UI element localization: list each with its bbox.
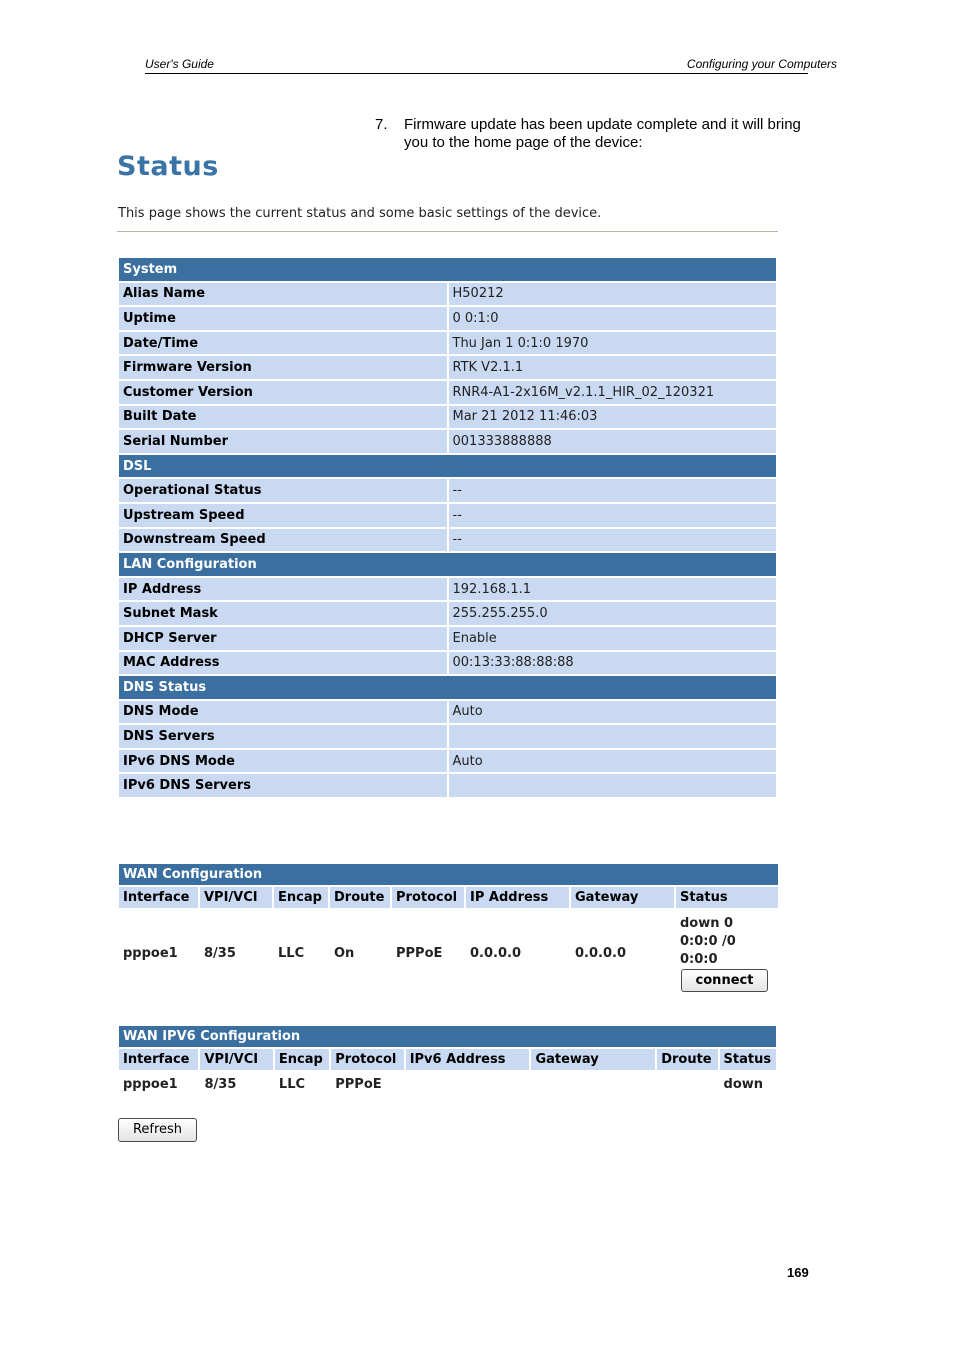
page-title: Status bbox=[117, 151, 219, 182]
wan6-col-vpi-vci: VPI/VCI bbox=[200, 1049, 272, 1070]
system-section-header: System bbox=[119, 258, 776, 281]
wan6-protocol-value: PPPoE bbox=[335, 1076, 382, 1092]
date-time-value: Thu Jan 1 0:1:0 1970 bbox=[449, 332, 777, 355]
wan6-vpi-vci-value: 8/35 bbox=[204, 1076, 237, 1092]
wan-gateway-value: 0.0.0.0 bbox=[575, 945, 626, 961]
step-number: 7. bbox=[375, 116, 388, 133]
customer-version-value: RNR4-A1-2x16M_v2.1.1_HIR_02_120321 bbox=[449, 381, 777, 404]
dns-servers-label: DNS Servers bbox=[119, 725, 447, 748]
ipv6-dns-servers-value bbox=[449, 774, 777, 797]
wan6-interface-value: pppoe1 bbox=[123, 1076, 178, 1092]
wan6-status-value: down bbox=[723, 1076, 764, 1092]
downstream-speed-label: Downstream Speed bbox=[119, 529, 447, 552]
wan-col-gateway: Gateway bbox=[571, 887, 674, 908]
built-date-label: Built Date bbox=[119, 406, 447, 429]
wan-col-droute: Droute bbox=[330, 887, 390, 908]
table-row bbox=[119, 430, 776, 453]
table-row bbox=[119, 578, 776, 601]
dhcp-server-value: Enable bbox=[449, 627, 777, 650]
wan6-col-ipv6-address: IPv6 Address bbox=[406, 1049, 530, 1070]
table-row bbox=[119, 406, 776, 429]
upstream-speed-value: -- bbox=[449, 504, 777, 527]
subnet-mask-label: Subnet Mask bbox=[119, 602, 447, 625]
alias-name-value: H50212 bbox=[449, 283, 777, 306]
table-row bbox=[119, 283, 776, 306]
dns-servers-value bbox=[449, 725, 777, 748]
customer-version-label: Customer Version bbox=[119, 381, 447, 404]
page-number: 169 bbox=[787, 1265, 809, 1280]
header-rule bbox=[145, 73, 808, 74]
mac-address-label: MAC Address bbox=[119, 652, 447, 675]
wan-col-encap: Encap bbox=[274, 887, 328, 908]
table-row bbox=[119, 652, 776, 675]
section-header-row bbox=[119, 258, 776, 281]
wan-status-line-3: 0:0:0 bbox=[680, 951, 718, 967]
table-row bbox=[119, 356, 776, 379]
table-row bbox=[119, 529, 776, 552]
table-row bbox=[119, 504, 776, 527]
guide-header-right: Configuring your Computers bbox=[686, 57, 837, 71]
wan-col-vpi-vci: VPI/VCI bbox=[200, 887, 272, 908]
wan-status-line-2: 0:0:0 /0 bbox=[680, 933, 736, 949]
operational-status-label: Operational Status bbox=[119, 479, 447, 502]
wan6-col-droute: Droute bbox=[657, 1049, 717, 1070]
alias-name-label: Alias Name bbox=[119, 283, 447, 306]
downstream-speed-value: -- bbox=[449, 529, 777, 552]
wan-ipv6-section-header: WAN IPV6 Configuration bbox=[119, 1026, 776, 1047]
step-text: Firmware update has been update complete and it will bring you to the home page of the device: bbox=[404, 116, 801, 151]
ipv6-dns-mode-value: Auto bbox=[449, 750, 777, 773]
table-row bbox=[119, 774, 776, 797]
mac-address-value: 00:13:33:88:88:88 bbox=[449, 652, 777, 675]
table-row bbox=[119, 332, 776, 355]
table-row bbox=[119, 627, 776, 650]
serial-number-label: Serial Number bbox=[119, 430, 447, 453]
table-row bbox=[119, 725, 776, 748]
wan-encap-value: LLC bbox=[278, 945, 305, 961]
section-header-row bbox=[119, 864, 778, 885]
table-row bbox=[119, 307, 776, 330]
dsl-section-header: DSL bbox=[119, 455, 776, 478]
wan-col-protocol: Protocol bbox=[392, 887, 464, 908]
wan6-col-gateway: Gateway bbox=[531, 1049, 655, 1070]
uptime-value: 0 0:1:0 bbox=[449, 307, 777, 330]
wan-col-interface: Interface bbox=[119, 887, 198, 908]
dns-section-header: DNS Status bbox=[119, 676, 776, 699]
connect-button[interactable]: connect bbox=[681, 969, 768, 992]
ipv6-dns-servers-label: IPv6 DNS Servers bbox=[119, 774, 447, 797]
ip-address-value: 192.168.1.1 bbox=[449, 578, 777, 601]
wan6-col-status: Status bbox=[720, 1049, 776, 1070]
page-description: This page shows the current status and some basic settings of the device. bbox=[118, 206, 602, 221]
wan-ip-address-value: 0.0.0.0 bbox=[470, 945, 521, 961]
section-header-row bbox=[119, 553, 776, 576]
ip-address-label: IP Address bbox=[119, 578, 447, 601]
refresh-button[interactable]: Refresh bbox=[118, 1118, 197, 1142]
dhcp-server-label: DHCP Server bbox=[119, 627, 447, 650]
lan-section-header: LAN Configuration bbox=[119, 553, 776, 576]
wan-section-header: WAN Configuration bbox=[119, 864, 778, 885]
dns-mode-label: DNS Mode bbox=[119, 701, 447, 724]
wan-ipv6-configuration-table bbox=[117, 1024, 778, 1098]
section-header-row bbox=[119, 676, 776, 699]
wan-droute-value: On bbox=[334, 945, 355, 961]
table-row bbox=[119, 701, 776, 724]
firmware-version-label: Firmware Version bbox=[119, 356, 447, 379]
built-date-value: Mar 21 2012 11:46:03 bbox=[449, 406, 777, 429]
wan6-col-encap: Encap bbox=[275, 1049, 329, 1070]
wan-status-line-1: down 0 bbox=[680, 915, 734, 931]
column-header-row bbox=[119, 1049, 776, 1070]
wan6-ipv6-address-value bbox=[406, 1072, 530, 1096]
wan-vpi-vci-value: 8/35 bbox=[204, 945, 236, 961]
uptime-label: Uptime bbox=[119, 307, 447, 330]
subnet-mask-value: 255.255.255.0 bbox=[449, 602, 777, 625]
step-instruction bbox=[375, 116, 825, 152]
table-row bbox=[119, 910, 778, 996]
guide-header-left: User's Guide bbox=[145, 57, 214, 71]
table-row bbox=[119, 750, 776, 773]
ipv6-dns-mode-label: IPv6 DNS Mode bbox=[119, 750, 447, 773]
table-row bbox=[119, 479, 776, 502]
table-row bbox=[119, 1072, 776, 1096]
date-time-label: Date/Time bbox=[119, 332, 447, 355]
wan6-gateway-value bbox=[531, 1072, 655, 1096]
wan-col-status: Status bbox=[676, 887, 778, 908]
wan-interface-value: pppoe1 bbox=[123, 945, 178, 961]
firmware-version-value: RTK V2.1.1 bbox=[449, 356, 777, 379]
wan-protocol-value: PPPoE bbox=[396, 945, 443, 961]
table-row bbox=[119, 602, 776, 625]
table-row bbox=[119, 381, 776, 404]
section-header-row bbox=[119, 455, 776, 478]
wan-configuration-table bbox=[117, 862, 780, 998]
wan6-droute-value bbox=[657, 1072, 717, 1096]
system-status-table bbox=[117, 256, 778, 799]
wan6-col-interface: Interface bbox=[119, 1049, 198, 1070]
wan-status-cell bbox=[676, 910, 778, 996]
column-header-row bbox=[119, 887, 778, 908]
upstream-speed-label: Upstream Speed bbox=[119, 504, 447, 527]
wan6-col-protocol: Protocol bbox=[331, 1049, 403, 1070]
section-header-row bbox=[119, 1026, 776, 1047]
wan-col-ip-address: IP Address bbox=[466, 887, 569, 908]
serial-number-value: 001333888888 bbox=[449, 430, 777, 453]
dns-mode-value: Auto bbox=[449, 701, 777, 724]
operational-status-value: -- bbox=[449, 479, 777, 502]
description-rule bbox=[117, 231, 778, 232]
wan6-encap-value: LLC bbox=[278, 1076, 306, 1092]
